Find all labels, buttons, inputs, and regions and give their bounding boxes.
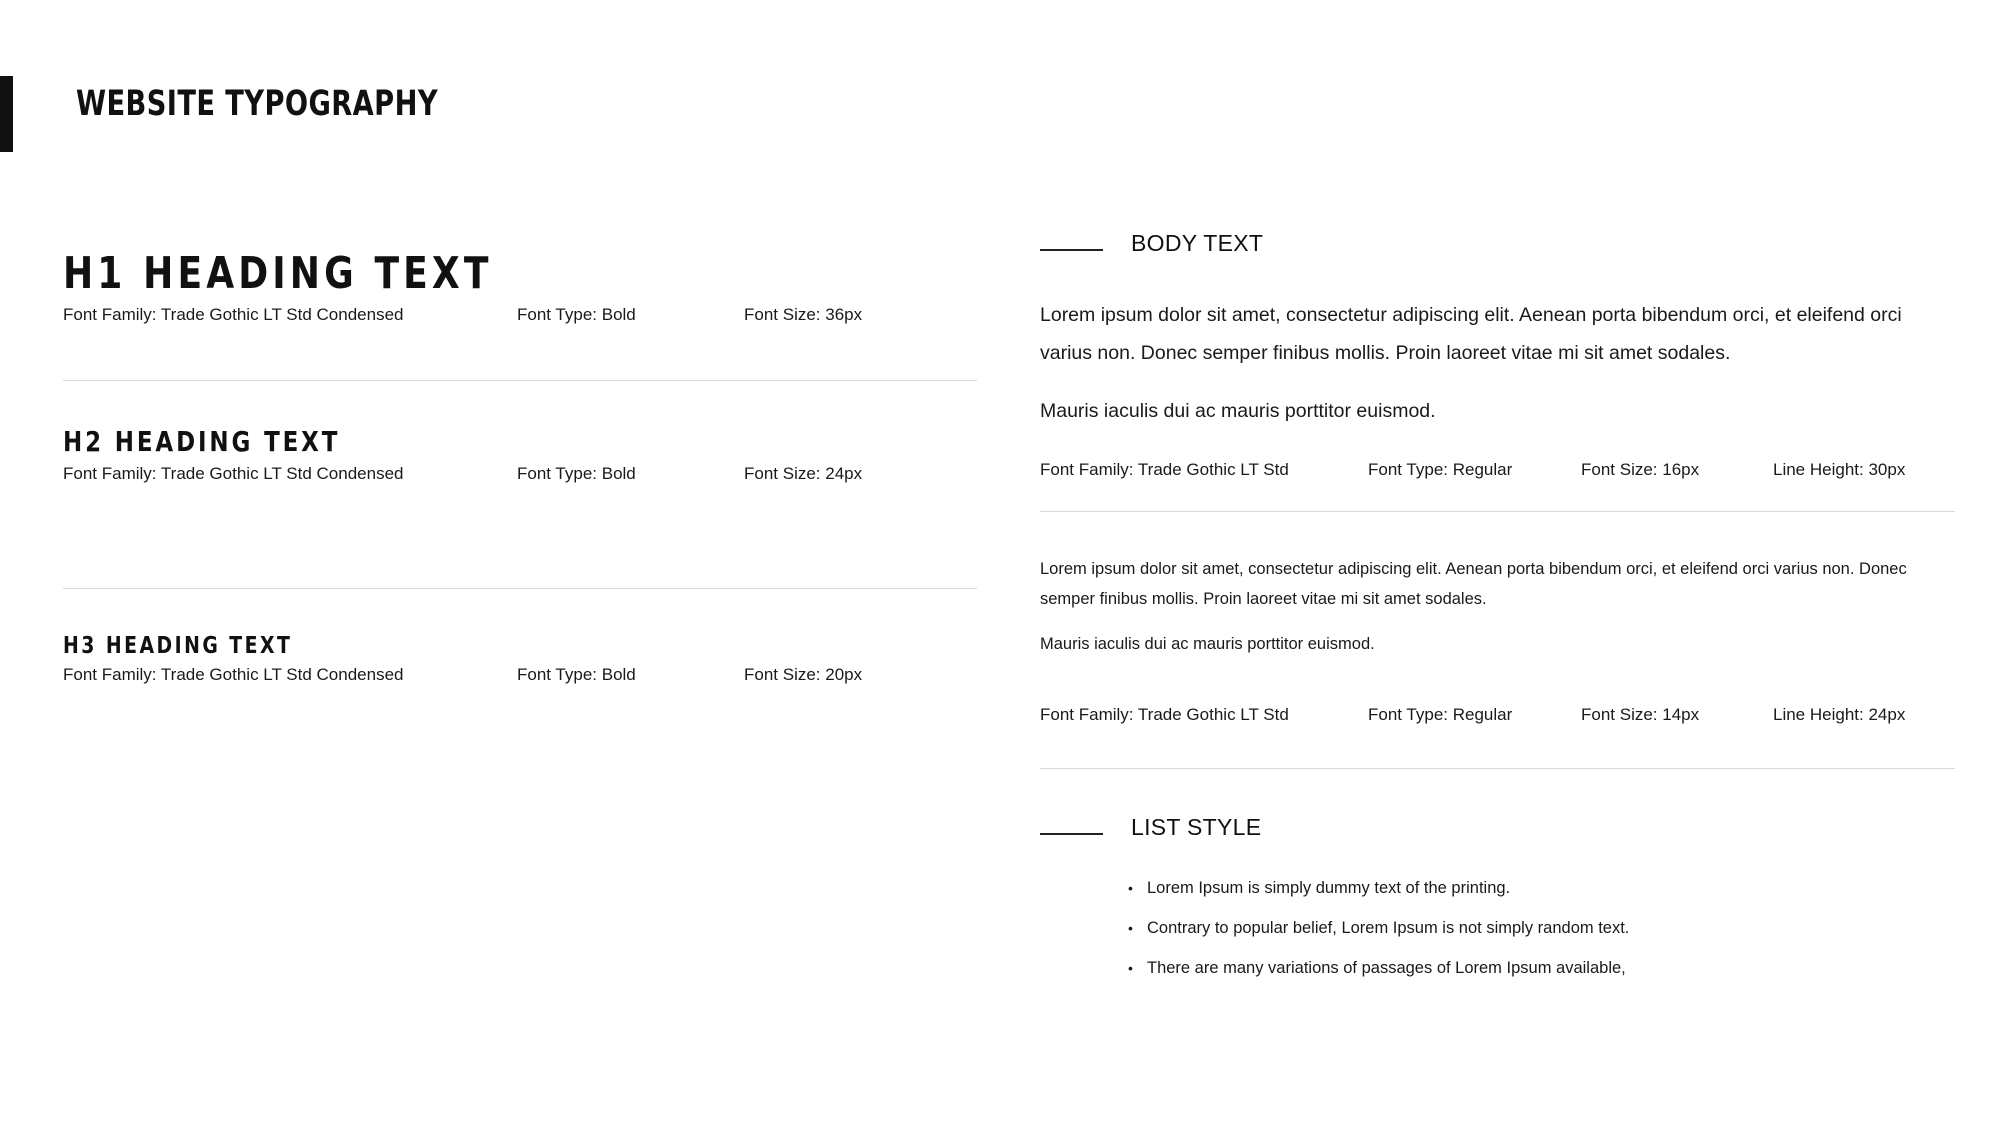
body-small-font-type: Font Type: Regular <box>1368 705 1513 724</box>
h1-specs <box>63 305 977 329</box>
h2-sample-block <box>63 425 977 589</box>
body-small-font-size: Font Size: 14px <box>1581 705 1700 724</box>
body-large-sample <box>1040 296 1940 430</box>
body-small-line-height: Line Height: 24px <box>1773 705 1906 724</box>
body-small-sample <box>1040 554 1920 659</box>
h2-font-type: Font Type: Bold <box>517 464 636 483</box>
h3-sample-block <box>63 633 977 689</box>
body-large-font-type: Font Type: Regular <box>1368 460 1513 479</box>
title-accent-bar <box>0 76 13 152</box>
list-item: • There are many variations of passages of Lorem Ipsum available, <box>1128 956 1955 996</box>
body-text-label: BODY TEXT <box>1131 230 1264 256</box>
h1-sample-text: H1 HEADING TEXT <box>63 248 493 299</box>
h3-font-type: Font Type: Bold <box>517 665 636 684</box>
body-large-paragraph-2: Mauris iaculis dui ac mauris porttitor euismod. <box>1040 400 1436 422</box>
list-style-section-header <box>1040 814 1955 848</box>
list-item: • Lorem Ipsum is simply dummy text of the printing. <box>1128 876 1955 916</box>
body-small-paragraph-2: Mauris iaculis dui ac mauris porttitor euismod. <box>1040 635 1375 653</box>
divider <box>1040 511 1955 512</box>
body-large-font-family: Font Family: Trade Gothic LT Std <box>1040 460 1289 479</box>
section-rule <box>1040 249 1103 251</box>
h3-specs <box>63 665 977 689</box>
list-style-label: LIST STYLE <box>1131 814 1262 840</box>
body-and-list-column <box>1040 230 1955 996</box>
h3-sample-text: H3 HEADING TEXT <box>63 633 293 659</box>
h3-font-size: Font Size: 20px <box>744 665 863 684</box>
headings-column <box>63 238 977 689</box>
h3-font-family: Font Family: Trade Gothic LT Std Condensed <box>63 665 404 684</box>
h1-font-size: Font Size: 36px <box>744 305 863 324</box>
body-large-specs <box>1040 460 1955 484</box>
body-small-paragraph-1: Lorem ipsum dolor sit amet, consectetur adipiscing elit. Aenean porta bibendum orci, et eleifend orci varius non. Donec semper finibus mollis. Proin laoreet vitae mi sit amet sodales. <box>1040 560 1907 608</box>
body-text-section-header <box>1040 230 1955 264</box>
h2-font-size: Font Size: 24px <box>744 464 863 483</box>
h1-font-type: Font Type: Bold <box>517 305 636 324</box>
body-small-specs <box>1040 705 1955 729</box>
h2-font-family: Font Family: Trade Gothic LT Std Condensed <box>63 464 404 483</box>
section-rule <box>1040 833 1103 835</box>
list-item: • Contrary to popular belief, Lorem Ipsum is not simply random text. <box>1128 916 1955 956</box>
page-title: WEBSITE TYPOGRAPHY <box>76 84 438 124</box>
body-small-font-family: Font Family: Trade Gothic LT Std <box>1040 705 1289 724</box>
h1-sample-block <box>63 238 977 381</box>
h2-specs <box>63 464 977 488</box>
h2-sample-text: H2 HEADING TEXT <box>63 425 341 458</box>
body-large-font-size: Font Size: 16px <box>1581 460 1700 479</box>
divider <box>1040 768 1955 769</box>
body-large-line-height: Line Height: 30px <box>1773 460 1906 479</box>
body-large-paragraph-1: Lorem ipsum dolor sit amet, consectetur adipiscing elit. Aenean porta bibendum orci, et eleifend orci varius non. Donec semper finibus mollis. Proin laoreet vitae mi sit amet sodales. <box>1040 304 1902 364</box>
h1-font-family: Font Family: Trade Gothic LT Std Condensed <box>63 305 404 324</box>
list-style-sample <box>1128 876 1955 996</box>
